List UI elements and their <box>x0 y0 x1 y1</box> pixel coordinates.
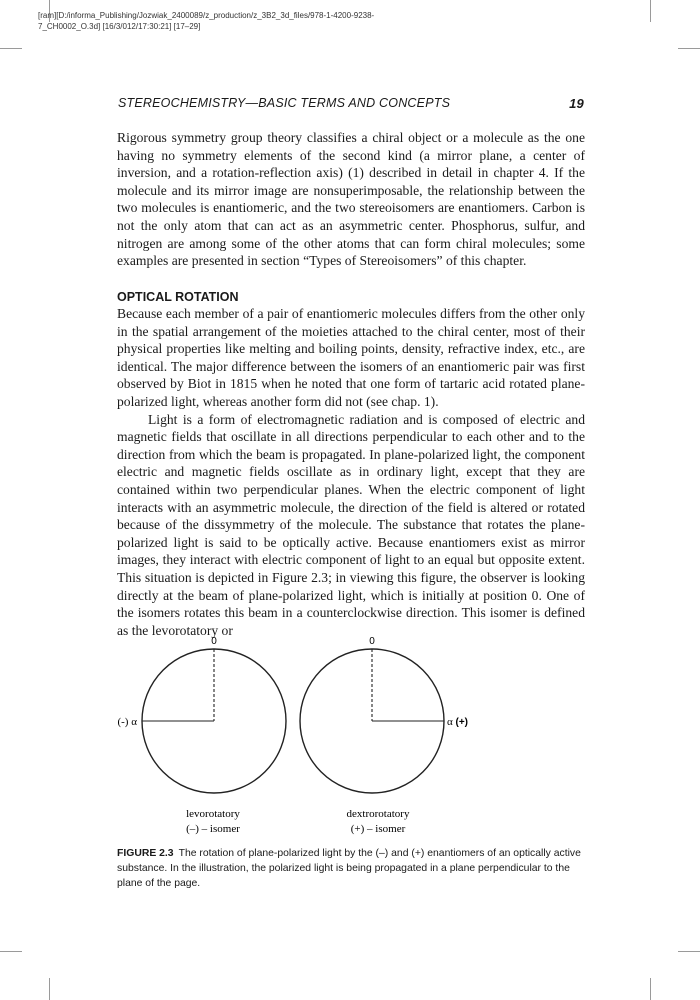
left-alpha-label: (-) α <box>117 716 137 728</box>
right-isomer-label: (+) – isomer <box>350 823 406 835</box>
figure-caption <box>117 846 585 891</box>
crop-mark <box>650 0 651 22</box>
right-alpha-symbol: α <box>447 716 453 728</box>
left-zero-label: 0 <box>211 636 217 647</box>
right-name-label: dextrorotatory <box>346 808 410 820</box>
right-alpha-label <box>447 716 468 728</box>
right-alpha-sign: (+) <box>455 717 469 728</box>
file-path: [ram][D:/informa_Publishing/Jozwiak_2400089/z_production/z_3B2_3d_files/978-1-4200-9238-7_CH0002_O.3d] [16/3/012/17:30:21] [17–29] <box>38 11 375 31</box>
crop-mark <box>0 48 22 49</box>
section-heading: OPTICAL ROTATION <box>117 290 239 304</box>
rotation-diagram <box>0 628 700 850</box>
caption-label: FIGURE 2.3 <box>117 848 174 859</box>
crop-mark <box>0 951 22 952</box>
right-zero-label: 0 <box>369 636 375 647</box>
left-isomer-label: (–) – isomer <box>186 823 240 835</box>
running-head <box>118 96 584 112</box>
crop-mark <box>678 951 700 952</box>
caption-text: The rotation of plane-polarized light by the (–) and (+) enantiomers of an optically active substance. In the illustration, the polarized light is being propagated in a plane perpendicular to the plane of the page. <box>117 848 581 889</box>
intro-paragraph <box>117 129 585 270</box>
paragraph: Rigorous symmetry group theory classifies a chiral object or a molecule as the one having no symmetry elements of the second kind (a mirror plane, a center of inversion, and a rotation-reflection axis) (1) described in detail in chapter 4. If the molecule and its mirror image are nonsuperimposable, the relationship between the two molecules is enantiomeric, and the two stereoisomers are enantiomers. Carbon is not the only atom that can act as an asymmetric center. Phosphorus, sulfur, and nitrogen are among some of the other atoms that can form chiral molecules; some examples are presented in section “Types of Stereoisomers” of this chapter. <box>117 130 585 269</box>
crop-mark <box>678 48 700 49</box>
paragraph: Light is a form of electromagnetic radiation and is composed of electric and magnetic fields that oscillate in all directions perpendicular to each other and to the direction from which the beam is propagated. In plane-polarized light, the component electric and magnetic fields oscillate as in ordinary light, except that they are contained within two perpendicular planes. When the electric component of light interacts with an asymmetric molecule, the direction of the field is altered or rotated because of the dissymmetry of the molecule. The substance that rotates the plane-polarized light is said to be optically active. Because enantiomers exist as mirror images, they interact with electric component of light to an equal but opposite extent. This situation is depicted in Figure 2.3; in viewing this figure, the observer is looking directly at the beam of plane-polarized light, which is initially at position 0. One of the isomers rotates this beam in a counterclockwise direction. This isomer is defined as the levorotatory or <box>117 411 585 638</box>
page-number: 19 <box>569 96 584 111</box>
figure-2-3 <box>0 628 700 850</box>
paragraph: Because each member of a pair of enantiomeric molecules differs from the other only in the spatial arrangement of the moieties attached to the chiral center, most of their physical properties like melting and boiling points, density, refractive index, etc., are identical. The major difference between the isomers of an enantiomeric pair was first observed by Biot in 1815 when he noted that one form of tartaric acid rotated plane-polarized light, whereas another form did not (see chap. 1). <box>117 306 585 409</box>
running-head-title: STEREOCHEMISTRY—BASIC TERMS AND CONCEPTS <box>118 96 451 110</box>
optical-rotation-body <box>117 305 585 639</box>
left-name-label: levorotatory <box>186 808 240 820</box>
crop-mark <box>650 978 651 1000</box>
crop-mark <box>49 978 50 1000</box>
